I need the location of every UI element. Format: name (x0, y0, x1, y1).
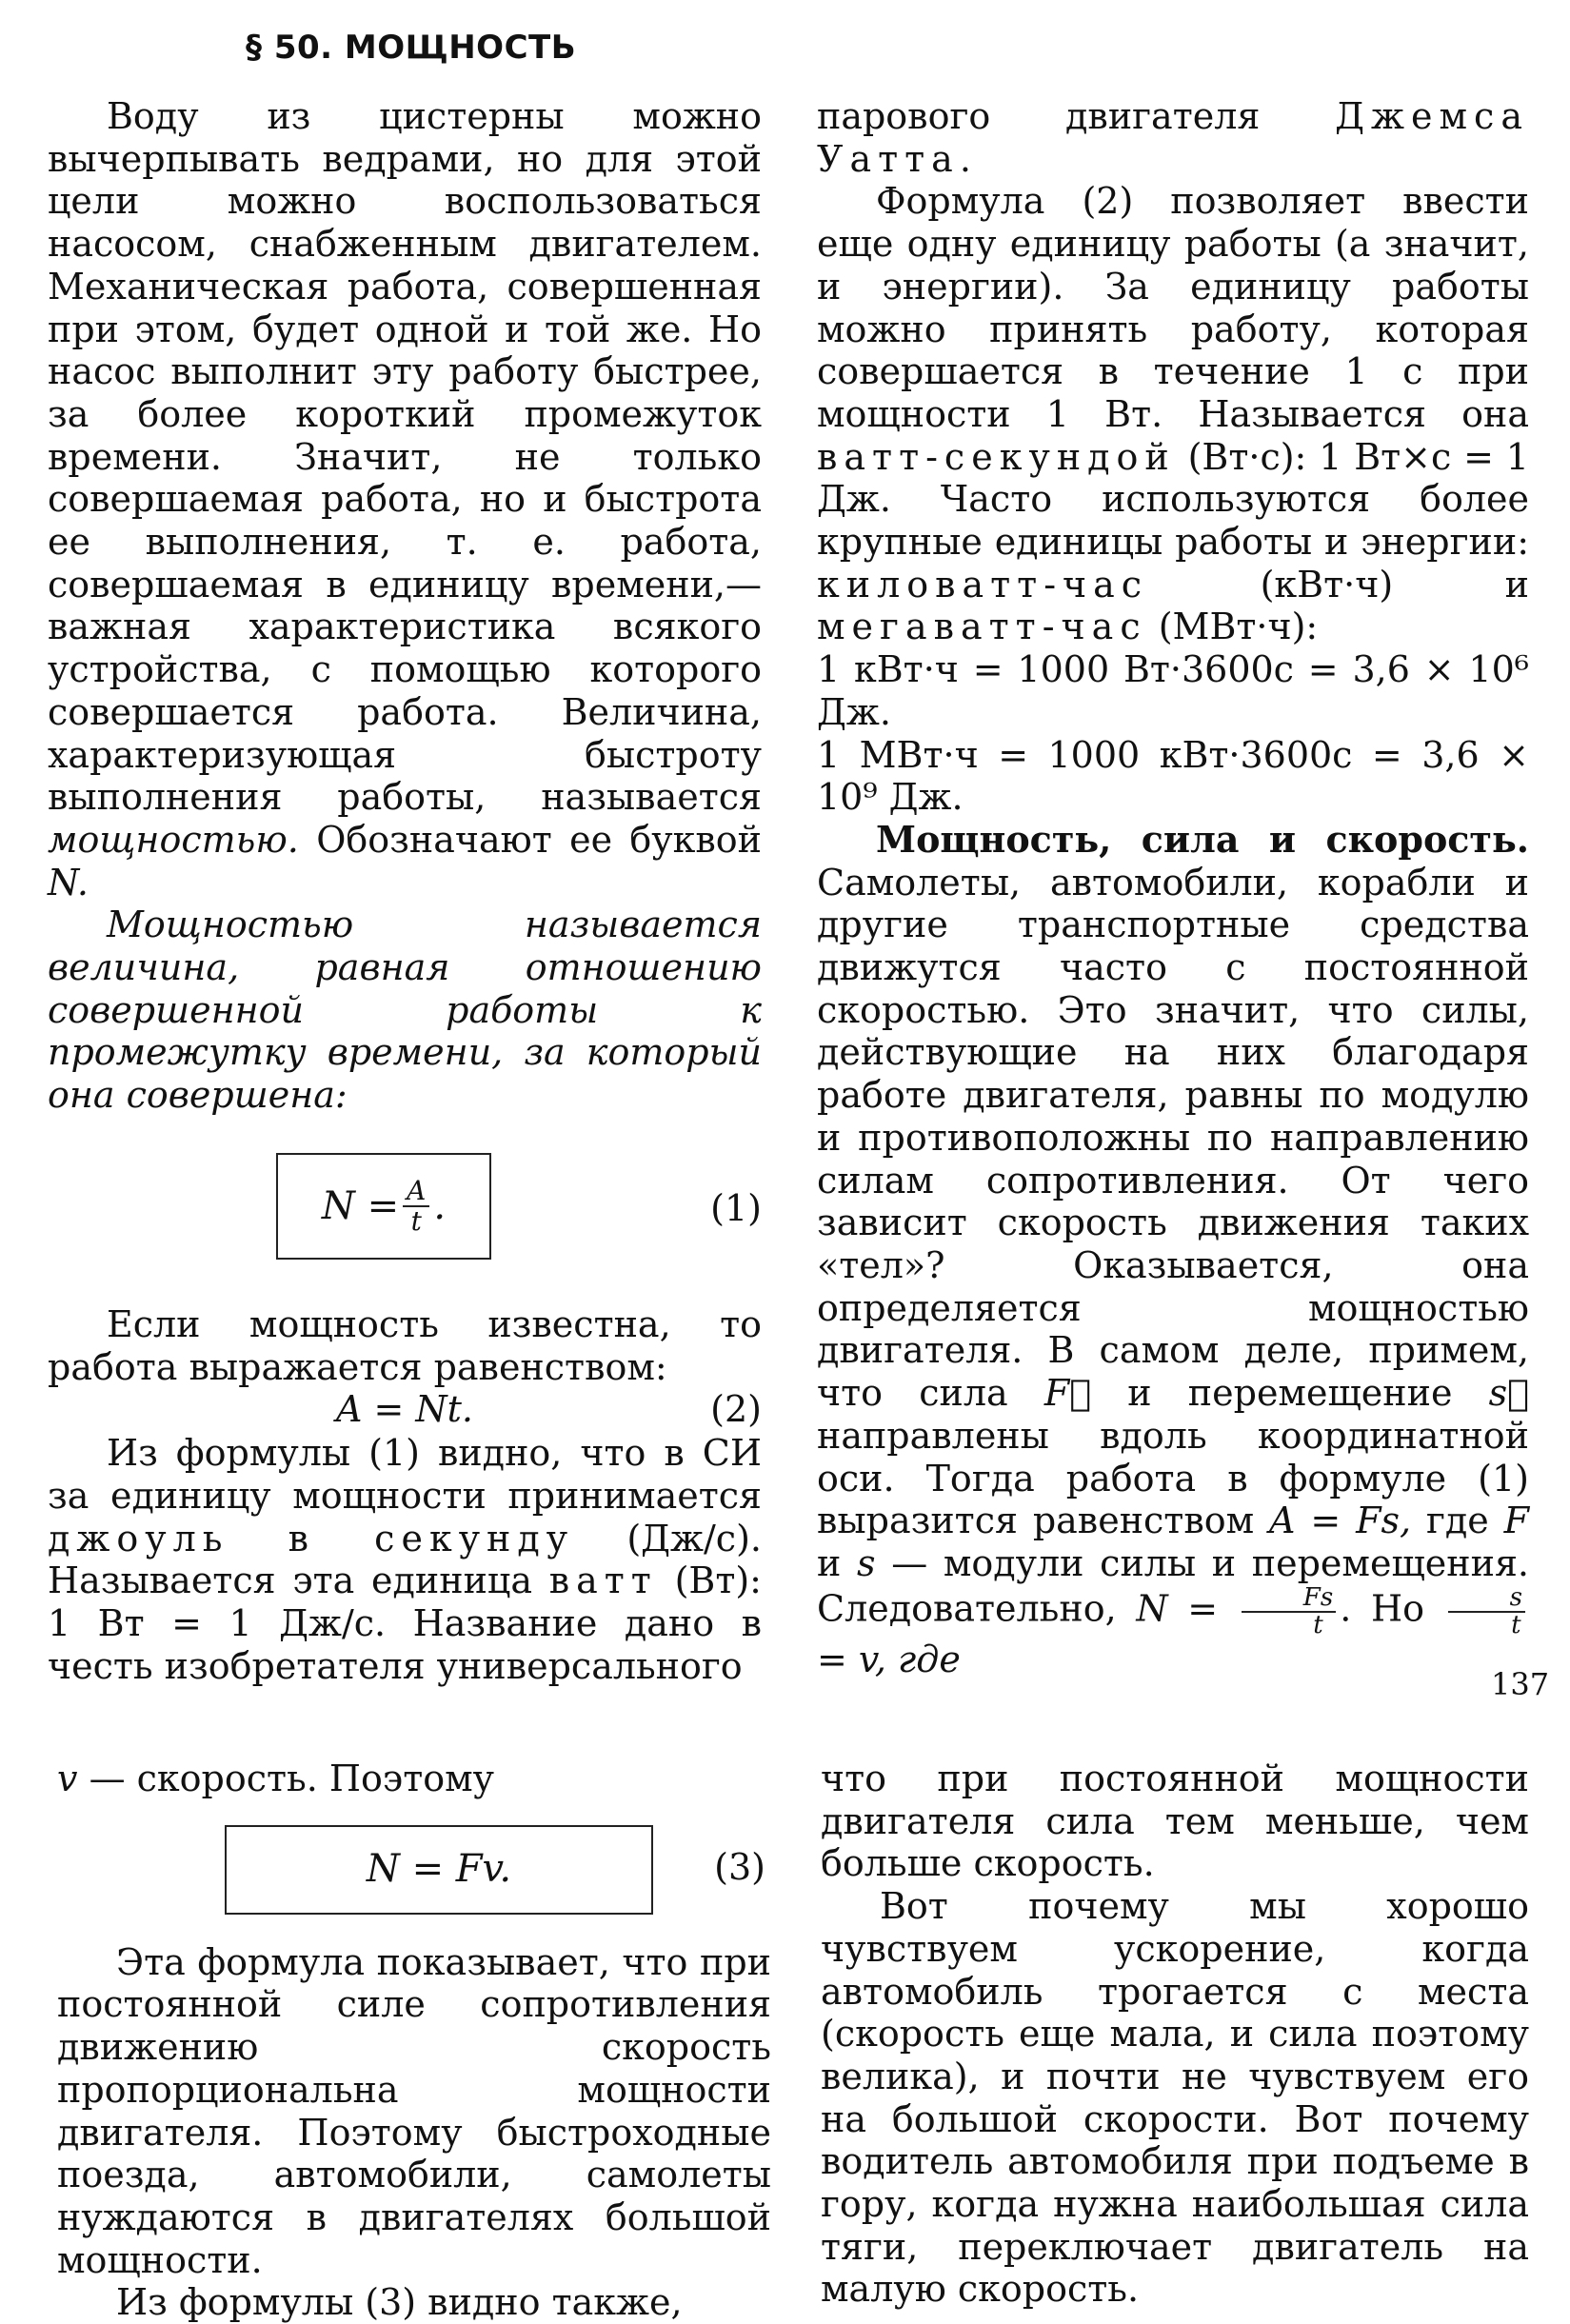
intro-text: Воду из цистерны можно вычерпывать ведрами, но для этой цели можно воспользоваться насосом, снабженным двигателем. Механическая работа, совершенная при этом, будет одной и той же. Но насос выполнит эту работу быстрее, за более короткий промежуток времени. Значит, не только совершаемая работа, но и быстрота ее выполнения, т. е. работа, совершаемая в единицу времени,— важная характеристика всякого устройства, с помощью которого совершается работа. Величина, характеризующая быстроту выполнения работы, называется (48, 95, 762, 819)
paragraph-velocity (57, 1758, 771, 1800)
definition-power: Мощностью называется величина, равная отношению совершенной работы к промежутку времени, за который она совершена: (48, 904, 762, 1117)
formula-1-row (48, 1140, 762, 1282)
formula-3-box (225, 1825, 653, 1915)
fraction-fs-numerator: Fs (1242, 1585, 1336, 1613)
fraction-fs-t (1242, 1582, 1336, 1639)
paragraph-intro (48, 95, 762, 904)
paragraph-power-force-speed (817, 819, 1529, 1680)
si-unit-text-b: (Дж/с). Называется эта единица (48, 1517, 762, 1602)
pfs-text-h: = v, где (817, 1638, 961, 1680)
formula-2-row (48, 1388, 762, 1432)
fraction-s-denominator: t (1511, 1610, 1521, 1639)
pfs-text-f: — модули силы и перемещения. Следовательно, (817, 1541, 1529, 1630)
watt-second-text-c: (кВт·ч) и (1260, 563, 1529, 606)
velocity-text: — скорость. Поэтому (89, 1758, 495, 1799)
formula-1-fraction (403, 1174, 429, 1237)
formula-1-number: (1) (710, 1186, 762, 1229)
pfs-text-a: Самолеты, автомобили, корабли и другие транспортные средства движутся часто с постоянной скоростью. Это значит, что силы, действующие на них благодаря работе двигателя, равны по модулю и противоположны по направлению силам сопротивления. От чего зависит скорость движения таких «тел»? Оказывается, она определяется мощностью двигателя. В самом деле, примем, что сила (817, 861, 1529, 1415)
paragraph-acceleration: Вот почему мы хорошо чувствуем ускорение, когда автомобиль трогается с места (скорость еще мала, и сила поэтому велика), и почти не чувствуем его на большой скорости. Вот почему водитель автомобиля при подъеме в гору, когда нужна наибольшая сила тяги, переключает двигатель на малую скорость. (821, 1885, 1529, 2311)
column-right-top (817, 95, 1529, 1680)
paragraph-work: Если мощность известна, то работа выражается равенством: (48, 1302, 762, 1388)
james-watt-name: Джемса Уатта. (817, 95, 1529, 180)
pfs-text-e: и (817, 1541, 842, 1584)
term-megawatt-hour: мегаватт-час (817, 606, 1147, 648)
page-number: 137 (1491, 1666, 1550, 1702)
paragraph-formula-shows: Эта формула показывает, что при постоянной силе сопротивления движению скорость пропорциональна мощности двигателя. Поэтому быстроходные поезда, автомобили, самолеты нуждаются в двигателях большой мощности. (57, 1940, 771, 2281)
intro-text-end: Обозначают ее буквой (316, 818, 762, 861)
pfs-text-g: . Но (1340, 1587, 1424, 1630)
term-kilowatt-hour: киловатт-час (817, 563, 1149, 606)
si-unit-joule-per-second: джоуль в секунду (48, 1517, 575, 1559)
pfs-text-d: где (1425, 1500, 1489, 1542)
formula-1-numerator: A (403, 1177, 429, 1207)
symbol-s: s (857, 1541, 876, 1584)
watt-second-text-b: (Вт·с): 1 Вт×с = 1 Дж. Часто используются более крупные единицы работы и энергии: (817, 435, 1529, 564)
vector-f: F⃗ (1043, 1372, 1092, 1415)
formula-2: A = Nt. (335, 1388, 474, 1431)
subsection-title: Мощность, сила и скорость. (876, 817, 1529, 861)
equation-n-lhs: N = (1136, 1587, 1219, 1630)
column-left-bottom (57, 1758, 771, 2324)
section-heading: § 50. МОЩНОСТЬ (246, 29, 577, 67)
vector-s: s⃗ (1488, 1372, 1529, 1415)
si-unit-watt: ватт (548, 1559, 658, 1602)
formula-1-box (276, 1153, 491, 1260)
pfs-text-c: направлены вдоль координатной оси. Тогда работа в формуле (1) выразится равенством (817, 1414, 1529, 1542)
paragraph-constant-power: что при постоянной мощности двигателя сила тем меньше, чем больше скорость. (821, 1758, 1529, 1885)
paragraph-watt-name (817, 95, 1529, 180)
formula-3: N = Fv. (366, 1847, 512, 1892)
fraction-fs-denominator: t (1313, 1610, 1323, 1639)
fraction-s-t (1448, 1582, 1525, 1639)
si-unit-text-c: (Вт): 1 Вт = 1 Дж/с. Название дано в честь изобретателя универсального (48, 1559, 762, 1687)
symbol-f: F (1503, 1500, 1529, 1542)
fraction-s-numerator: s (1448, 1585, 1525, 1613)
equation-kwh: 1 кВт·ч = 1000 Вт·3600с = 3,6 × 10⁶ Дж. (817, 648, 1529, 733)
paragraph-si-unit (48, 1432, 762, 1687)
formula-3-row (57, 1825, 771, 1922)
term-watt-second: ватт-секундой (817, 435, 1176, 478)
formula-3-number: (3) (714, 1845, 765, 1888)
paragraph-formula-3-also: Из формулы (3) видно также, (116, 2281, 683, 2324)
formula-1-lhs: N = (321, 1183, 400, 1228)
term-power: мощностью. (48, 818, 299, 861)
equation-mwh: 1 МВт·ч = 1000 кВт·3600с = 3,6 × 10⁹ Дж. (817, 733, 1529, 819)
paragraph-watt-second (817, 180, 1529, 648)
formula-2-number: (2) (710, 1388, 762, 1431)
si-unit-text-a: Из формулы (1) видно, что в СИ за единицу мощности принимается (48, 1432, 762, 1517)
pfs-text-b: и перемещение (1127, 1372, 1453, 1415)
formula-1-denominator: t (410, 1204, 422, 1237)
watt-second-text-d: (МВт·ч): (1158, 606, 1319, 648)
column-right-bottom (821, 1758, 1529, 2311)
symbol-v: v (57, 1758, 78, 1799)
column-left-top (48, 95, 762, 1688)
equation-a-fs: A = Fs, (1269, 1500, 1412, 1542)
symbol-n: N. (48, 861, 89, 904)
formula-1-dot: . (433, 1183, 447, 1228)
watt-second-text-a: Формула (2) позволяет ввести еще одну единицу работы (а значит, и энергии). За единицу работы можно принять работу, которая совершается в течение 1 с при мощности 1 Вт. Называется она (817, 180, 1529, 435)
watt-name-text: парового двигателя (817, 95, 1261, 137)
